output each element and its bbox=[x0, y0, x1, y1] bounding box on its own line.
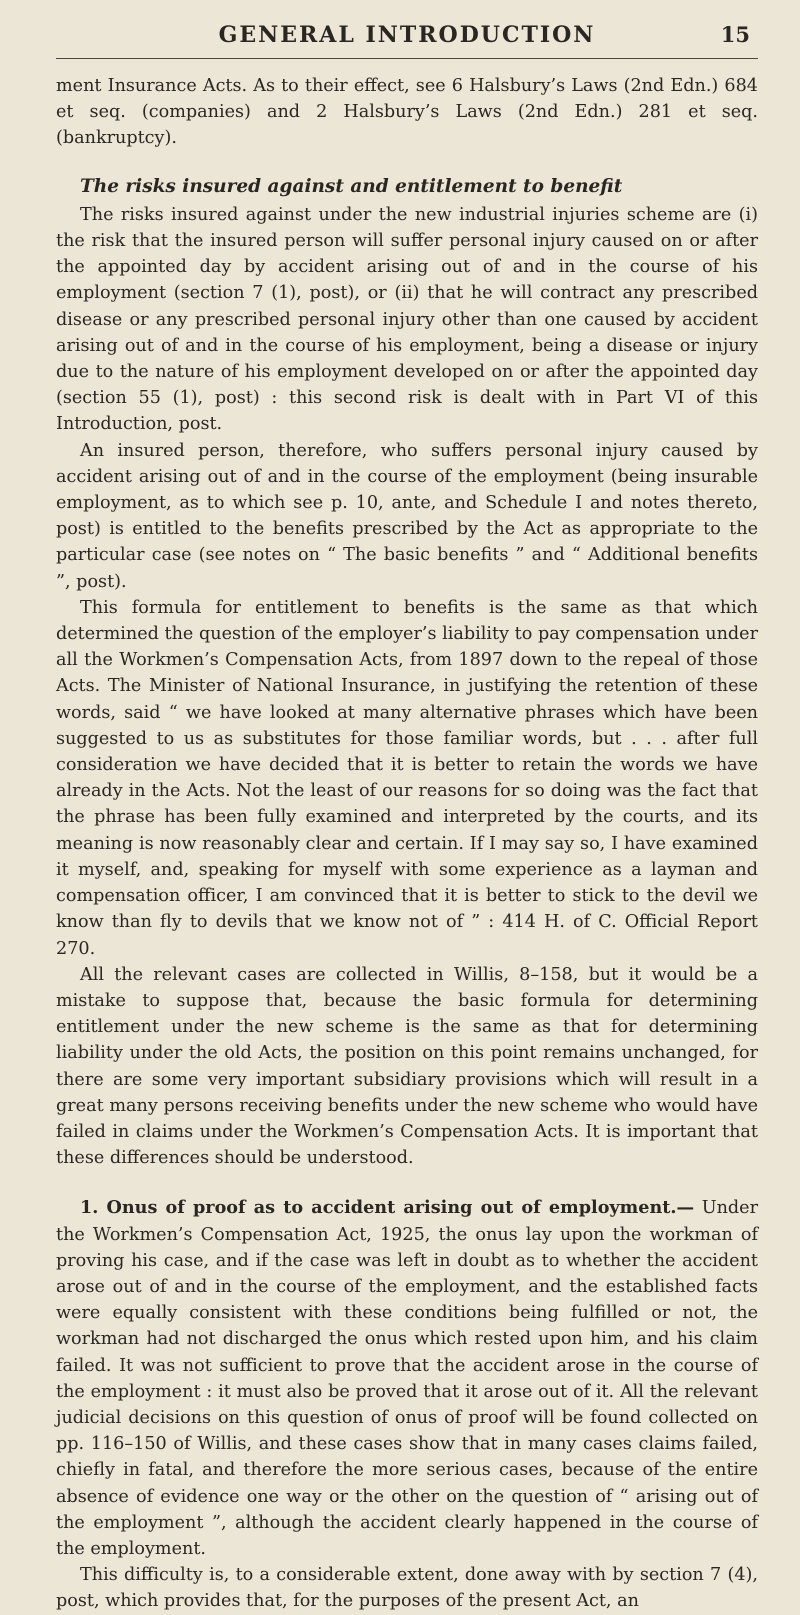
section-heading: The risks insured against and entitlement to benefit bbox=[80, 175, 623, 197]
running-head: GENERAL INTRODUCTION bbox=[218, 22, 596, 48]
numbered-paragraph-title: 1. Onus of proof as to accident arising out of employment.— bbox=[80, 1197, 695, 1219]
numbered-paragraph bbox=[56, 1195, 758, 1562]
numbered-paragraph-text: Under the Workmen’s Compensation Act, 1925, the onus lay upon the workman of proving his case, and if the case was left in doubt as to whether the accident arose out of and in the course of the employment, and the established facts were equally consistent with these conditions being fulfilled or not, the workman had not discharged the onus which rested upon him, and his claim failed. It was not sufficient to prove that the accident arose in the course of the employment : it must also be proved that it arose out of it. All the relevant judicial decisions on this question of onus of proof will be found collected on pp. 116–150 of Willis, and these cases show that in many cases claims failed, chiefly in fatal, and therefore the more serious cases, because of the entire absence of evidence one way or the other on the question of “ arising out of the employment ”, although the accident clearly happened in the course of the employment. bbox=[56, 1198, 758, 1559]
paragraph: This formula for entitlement to benefits is the same as that which determined the question of the employer’s liability to pay compensation under all the Workmen’s Compensation Acts, from 1897 down to the repeal of those Acts. The Minister of National Insurance, in justifying the retention of these words, said “ we have looked at many alternative phrases which have been suggested to us as substitutes for those familiar words, but . . . after full consideration we have decided that it is better to retain the words we have already in the Acts. Not the least of our reasons for so doing was the fact that the phrase has been fully examined and interpreted by the courts, and its meaning is now reasonably clear and certain. If I may say so, I have examined it myself, and, speaking for myself with some experience as a layman and compensation officer, I am convinced that it is better to stick to the devil we know than fly to devils that we know not of ” : 414 H. of C. Official Report 270. bbox=[56, 597, 758, 959]
paragraph: An insured person, therefore, who suffers personal injury caused by accident arising out of and in the course of the employment (being insurable employment, as to which see p. 10, ante, and Schedule I and notes thereto, post) is entitled to the benefits prescribed by the Act as appropriate to the particular case (see notes on “ The basic benefits ” and “ Additional benefits ”, post). bbox=[56, 440, 758, 592]
page-number: 15 bbox=[720, 22, 750, 47]
body-text bbox=[56, 73, 758, 1615]
paragraph: ment Insurance Acts. As to their effect, see 6 Halsbury’s Laws (2nd Edn.) 684 et seq. (companies) and 2 Halsbury’s Laws (2nd Edn.) 281 et seq. (bankruptcy). bbox=[56, 76, 758, 149]
paragraph: This difficulty is, to a considerable extent, done away with by section 7 (4), post, which provides that, for the purposes of the present Act, an bbox=[56, 1565, 758, 1612]
paragraph: The risks insured against under the new industrial injuries scheme are (i) the risk that the insured person will suffer personal injury caused on or after the appointed day by accident arising out of and in the course of his employment (section 7 (1), post), or (ii) that he will contract any prescribed disease or any prescribed personal injury other than one caused by accident arising out of and in the course of his employment, being a disease or injury due to the nature of his employment developed on or after the appointed day (section 55 (1), post) : this second risk is dealt with in Part VI of this Introduction, post. bbox=[56, 204, 758, 435]
page-header bbox=[56, 18, 758, 59]
paragraph: All the relevant cases are collected in Willis, 8–158, but it would be a mistake to suppose that, because the basic formula for determining entitlement under the new scheme is the same as that for determining liability under the old Acts, the position on this point remains unchanged, for there are some very important subsidiary provisions which will result in a great many persons receiving benefits under the new scheme who would have failed in claims under the Workmen’s Compensation Acts. It is important that these differences should be understood. bbox=[56, 964, 758, 1169]
